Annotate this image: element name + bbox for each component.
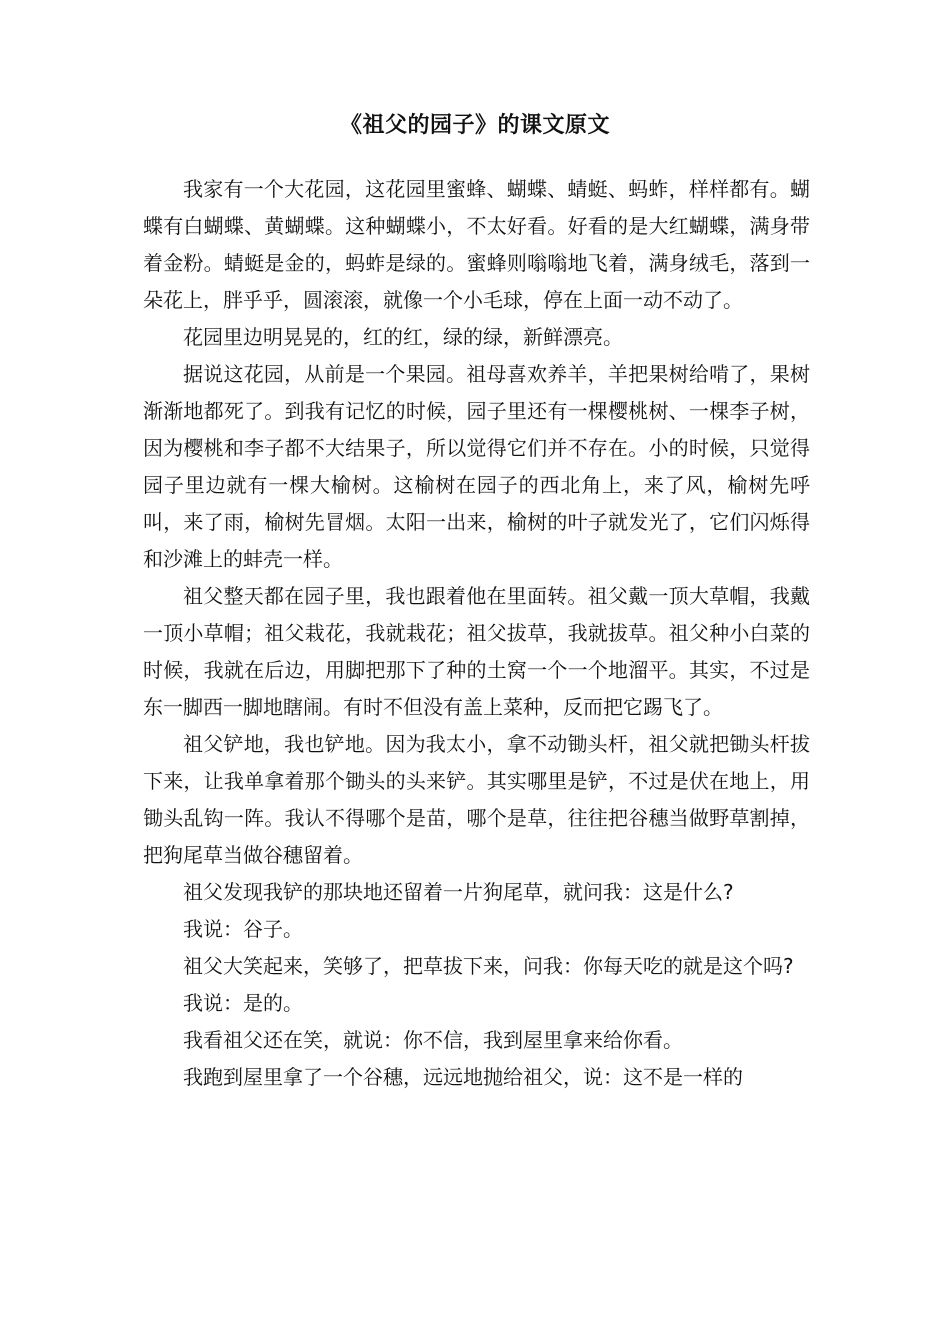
paragraph-5: 祖父铲地，我也铲地。因为我太小，拿不动锄头杆，祖父就把锄头杆拔下来，让我单拿着那个锄头的头来铲。其实哪里是铲，不过是伏在地上，用锄头乱钩一阵。我认不得哪个是苗，哪个是草，往往把谷穗当做野草割掉，把狗尾草当做谷穗留着。 <box>143 732 810 867</box>
paragraph-11: 我跑到屋里拿了一个谷穗，远远地抛给祖父，说：这不是一样的 <box>183 1065 743 1089</box>
document-title: 《祖父的园子》的课文原文 <box>339 113 610 138</box>
paragraph-1: 我家有一个大花园，这花园里蜜蜂、蝴蝶、蜻蜓、蚂蚱，样样都有。蝴蝶有白蝴蝶、黄蝴蝶。这种蝴蝶小，不太好看。好看的是大红蝴蝶，满身带着金粉。蜻蜓是金的，蚂蚱是绿的。蜜蜂则嗡嗡地飞着，满身绒毛，落到一朵花上，胖乎乎，圆滚滚，就像一个小毛球，停在上面一动不动了。 <box>143 177 810 312</box>
paragraph-8: 祖父大笑起来，笑够了，把草拔下来，问我：你每天吃的就是这个吗? <box>183 954 794 978</box>
paragraph-2: 花园里边明晃晃的，红的红，绿的绿，新鲜漂亮。 <box>183 325 623 349</box>
paragraph-4: 祖父整天都在园子里，我也跟着他在里面转。祖父戴一顶大草帽，我戴一顶小草帽；祖父栽花，我就栽花；祖父拔草，我就拔草。祖父种小白菜的时候，我就在后边，用脚把那下了种的土窝一个一个地溜平。其实，不过是东一脚西一脚地瞎闹。有时不但没有盖上菜种，反而把它踢飞了。 <box>143 584 810 719</box>
paragraph-7: 我说：谷子。 <box>183 917 303 941</box>
paragraph-6: 祖父发现我铲的那块地还留着一片狗尾草，就问我：这是什么? <box>183 880 734 904</box>
paragraph-3: 据说这花园，从前是一个果园。祖母喜欢养羊，羊把果树给啃了，果树渐渐地都死了。到我有记忆的时候，园子里还有一棵樱桃树、一棵李子树，因为樱桃和李子都不大结果子，所以觉得它们并不存在。小的时候，只觉得园子里边就有一棵大榆树。这榆树在园子的西北角上，来了风，榆树先呼叫，来了雨，榆树先冒烟。太阳一出来，榆树的叶子就发光了，它们闪烁得和沙滩上的蚌壳一样。 <box>143 362 810 571</box>
paragraph-10: 我看祖父还在笑，就说：你不信，我到屋里拿来给你看。 <box>183 1028 683 1052</box>
document-body <box>143 171 810 1096</box>
paragraph-9: 我说：是的。 <box>183 991 303 1015</box>
